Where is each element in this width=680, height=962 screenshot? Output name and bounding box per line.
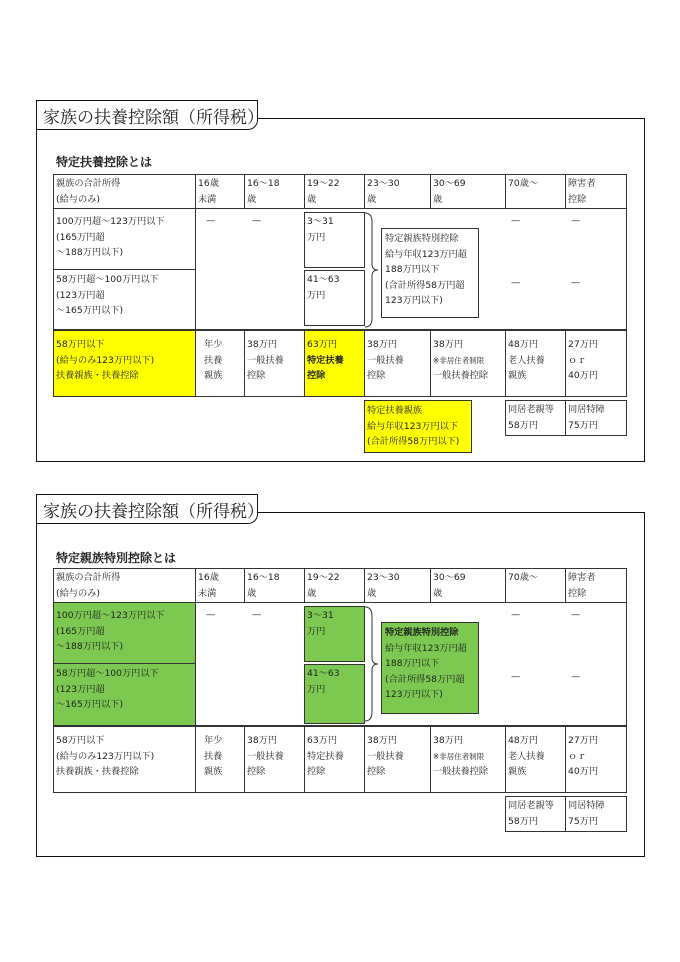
row1-dash-16-18: — xyxy=(252,215,262,226)
row3-30-69 xyxy=(430,726,506,793)
header-age-30-69 xyxy=(430,568,506,603)
box-text: 給与年収123万円以下 xyxy=(367,420,459,432)
section-title: 家族の扶養控除額（所得税） xyxy=(43,502,264,522)
row-text: (給与のみ123万円以下) xyxy=(56,354,155,366)
header-text: (給与のみ) xyxy=(56,587,100,599)
box-text: (合計所得58万円超 xyxy=(385,279,465,291)
row3-19-22 xyxy=(304,726,365,793)
header-text: 16歳 xyxy=(198,572,219,583)
row3-70-plus xyxy=(505,726,566,793)
row-text: 38万円 xyxy=(433,339,464,350)
row-text: 同居特障 xyxy=(568,404,605,415)
row-text: 40万円 xyxy=(568,766,599,777)
row-text: 特定扶養 xyxy=(307,354,344,366)
row-text: 58万円 xyxy=(508,419,539,431)
header-age-19-22 xyxy=(304,568,365,603)
header-text: 親族の合計所得 xyxy=(56,572,121,583)
special-relative-deduction-box xyxy=(381,622,479,714)
section-title-tab xyxy=(36,494,264,524)
box-text: (合計所得58万円以下) xyxy=(367,436,460,447)
row-text: ～165万円以下) xyxy=(56,699,124,710)
row1-dash-under16: — xyxy=(206,215,216,226)
header-text: 23～30 xyxy=(367,572,400,583)
row-text: (123万円超 xyxy=(56,683,105,695)
header-text: 歳 xyxy=(307,193,317,205)
row-text: 27万円 xyxy=(568,735,599,746)
row-text: 58万円以下 xyxy=(56,339,105,350)
table-subtitle: 特定扶養控除とは xyxy=(56,155,153,169)
row1-age-19-22 xyxy=(304,606,365,662)
row-text: 41～63 xyxy=(307,668,340,679)
row-text: 38万円 xyxy=(247,735,278,746)
row-text: 27万円 xyxy=(568,339,599,350)
header-age-70-plus xyxy=(505,568,566,603)
box-text: 給与年収123万円超 xyxy=(385,248,467,260)
header-text: 歳 xyxy=(367,193,377,205)
row-text: 一般扶養 xyxy=(247,354,284,366)
header-age-16-18 xyxy=(244,568,305,603)
header-text: 16歳 xyxy=(198,178,219,189)
row1-dash-16-18: — xyxy=(252,609,262,620)
row-text: 58万円 xyxy=(508,815,539,827)
row-text: ※非居住者制限 xyxy=(433,751,485,761)
row-text: 一般扶養 xyxy=(367,354,404,366)
row-text: 48万円 xyxy=(508,735,539,746)
row-text: 75万円 xyxy=(568,815,599,827)
header-text: 未満 xyxy=(198,587,217,599)
row3-23-30 xyxy=(364,726,431,793)
header-text: 19～22 xyxy=(307,572,340,583)
header-text: 歳 xyxy=(247,193,257,205)
row-text: 扶養親族・扶養控除 xyxy=(56,370,139,381)
row-text: 一般扶養 xyxy=(247,750,284,762)
row-text: ～188万円以下) xyxy=(56,641,124,652)
header-age-23-30 xyxy=(364,568,431,603)
header-disabled xyxy=(565,568,627,603)
brace-icon xyxy=(364,606,382,722)
row3-income xyxy=(53,726,196,793)
header-text: 未満 xyxy=(198,193,217,205)
row-text: 親族 xyxy=(508,766,527,777)
row-text: ｏｒ xyxy=(568,354,587,366)
row-text: ※非居住者制限 xyxy=(433,355,485,365)
cohabiting-parent-cell xyxy=(505,796,566,832)
row-text: 40万円 xyxy=(568,370,599,381)
row-text: 38万円 xyxy=(433,735,464,746)
box-text: 123万円以下) xyxy=(385,689,443,700)
row2-dash-disabled: — xyxy=(571,671,581,682)
row-text: 親族 xyxy=(204,766,223,777)
row-text: 同居老親等 xyxy=(508,404,554,415)
row-text: (165万円超 xyxy=(56,231,105,243)
header-income-line: 親族の合計所得 xyxy=(56,178,121,189)
header-text: 歳 xyxy=(433,587,443,599)
row2-income xyxy=(53,663,196,726)
row-text: 75万円 xyxy=(568,419,599,431)
row-text: 38万円 xyxy=(247,339,278,350)
box-text: 188万円以下 xyxy=(385,658,440,669)
row-text: 扶養親族・扶養控除 xyxy=(56,766,139,777)
row-text: 年少 xyxy=(204,339,223,350)
row2-dash-disabled: — xyxy=(571,277,581,288)
row-text: ～165万円以下) xyxy=(56,305,124,316)
row1-dash-disabled: — xyxy=(571,215,581,226)
header-text: 70歳～ xyxy=(508,178,539,189)
row-text: 控除 xyxy=(247,370,266,381)
row-text: 万円 xyxy=(307,683,326,695)
header-text: 控除 xyxy=(568,193,587,205)
header-text: 16～18 xyxy=(247,178,280,189)
row2-dash-70: — xyxy=(511,671,521,682)
box-text: (合計所得58万円超 xyxy=(385,673,465,685)
header-text: 歳 xyxy=(433,193,443,205)
row2-dash-70: — xyxy=(511,277,521,288)
box-text: 給与年収123万円超 xyxy=(385,642,467,654)
row-text: 38万円 xyxy=(367,735,398,746)
row-text: (123万円超 xyxy=(56,289,105,301)
row-text: 同居特障 xyxy=(568,800,605,811)
row-text: 万円 xyxy=(307,625,326,637)
box-text: 123万円以下) xyxy=(385,295,443,306)
row-text: 一般扶養控除 xyxy=(433,370,489,381)
row-text: 親族 xyxy=(508,370,527,381)
row-text: 63万円 xyxy=(307,735,338,746)
header-income-line: (給与のみ) xyxy=(56,193,100,205)
row-text: 一般扶養 xyxy=(367,750,404,762)
row1-dash-under16: — xyxy=(206,609,216,620)
row-text: 58万円超～100万円以下 xyxy=(56,274,159,285)
row-text: 扶養 xyxy=(204,750,223,762)
row-text: ｏｒ xyxy=(568,750,587,762)
header-text: 30～69 xyxy=(433,572,466,583)
header-text: 歳 xyxy=(247,587,257,599)
header-age-under16 xyxy=(195,568,245,603)
row3-16-18 xyxy=(244,726,305,793)
header-text: 障害者 xyxy=(568,572,596,583)
header-text: 23～30 xyxy=(367,178,400,189)
row-text: (給与のみ123万円以下) xyxy=(56,750,155,762)
row-text: 41～63 xyxy=(307,274,340,285)
row-text: 扶養 xyxy=(204,354,223,366)
header-text: 控除 xyxy=(568,587,587,599)
section-title: 家族の扶養控除額（所得税） xyxy=(43,108,264,128)
box-text: 188万円以下 xyxy=(385,264,440,275)
box-text: 特定親族特別控除 xyxy=(385,627,459,638)
box-text: 特定扶養親族 xyxy=(367,405,423,416)
header-text: 歳 xyxy=(307,587,317,599)
row1-dash-70: — xyxy=(511,609,521,620)
row-text: 控除 xyxy=(307,370,326,381)
row-text: 58万円超～100万円以下 xyxy=(56,668,159,679)
cohabiting-disabled-cell xyxy=(565,796,627,832)
table-subtitle: 特定親族特別控除とは xyxy=(56,551,177,565)
row-text: 年少 xyxy=(204,735,223,746)
row-text: 3～31 xyxy=(307,610,334,621)
row1-income xyxy=(53,602,196,664)
row-text: 同居老親等 xyxy=(508,800,554,811)
row-text: 万円 xyxy=(307,231,326,243)
row-text: 3～31 xyxy=(307,216,334,227)
row-text: 老人扶養 xyxy=(508,750,545,762)
header-text: 障害者 xyxy=(568,178,596,189)
row3-disabled xyxy=(565,726,627,793)
header-text: 70歳～ xyxy=(508,572,539,583)
header-income xyxy=(53,568,196,603)
row-text: 老人扶養 xyxy=(508,354,545,366)
row-text: ～188万円以下) xyxy=(56,247,124,258)
row-text: 親族 xyxy=(204,370,223,381)
row-text: 控除 xyxy=(307,766,326,777)
row1-dash-70: — xyxy=(511,215,521,226)
row-text: 一般扶養控除 xyxy=(433,766,489,777)
row2-age-19-22 xyxy=(304,664,365,724)
row-text: 特定扶養 xyxy=(307,750,344,762)
row-text: (165万円超 xyxy=(56,625,105,637)
row-text: 48万円 xyxy=(508,339,539,350)
row-text: 63万円 xyxy=(307,339,338,350)
row-text: 控除 xyxy=(367,370,386,381)
header-text: 16～18 xyxy=(247,572,280,583)
row-text: 38万円 xyxy=(367,339,398,350)
header-text: 歳 xyxy=(367,587,377,599)
header-text: 30～69 xyxy=(433,178,466,189)
row-text: 控除 xyxy=(247,766,266,777)
row-text: 100万円超～123万円以下 xyxy=(56,610,165,621)
row3-under16 xyxy=(195,726,245,793)
row-text: 58万円以下 xyxy=(56,735,105,746)
row-text: 万円 xyxy=(307,289,326,301)
row-text: 100万円超～123万円以下 xyxy=(56,216,165,227)
row1-dash-disabled: — xyxy=(571,609,581,620)
box-text: 特定親族特別控除 xyxy=(385,233,459,244)
row-text: 控除 xyxy=(367,766,386,777)
header-text: 19～22 xyxy=(307,178,340,189)
